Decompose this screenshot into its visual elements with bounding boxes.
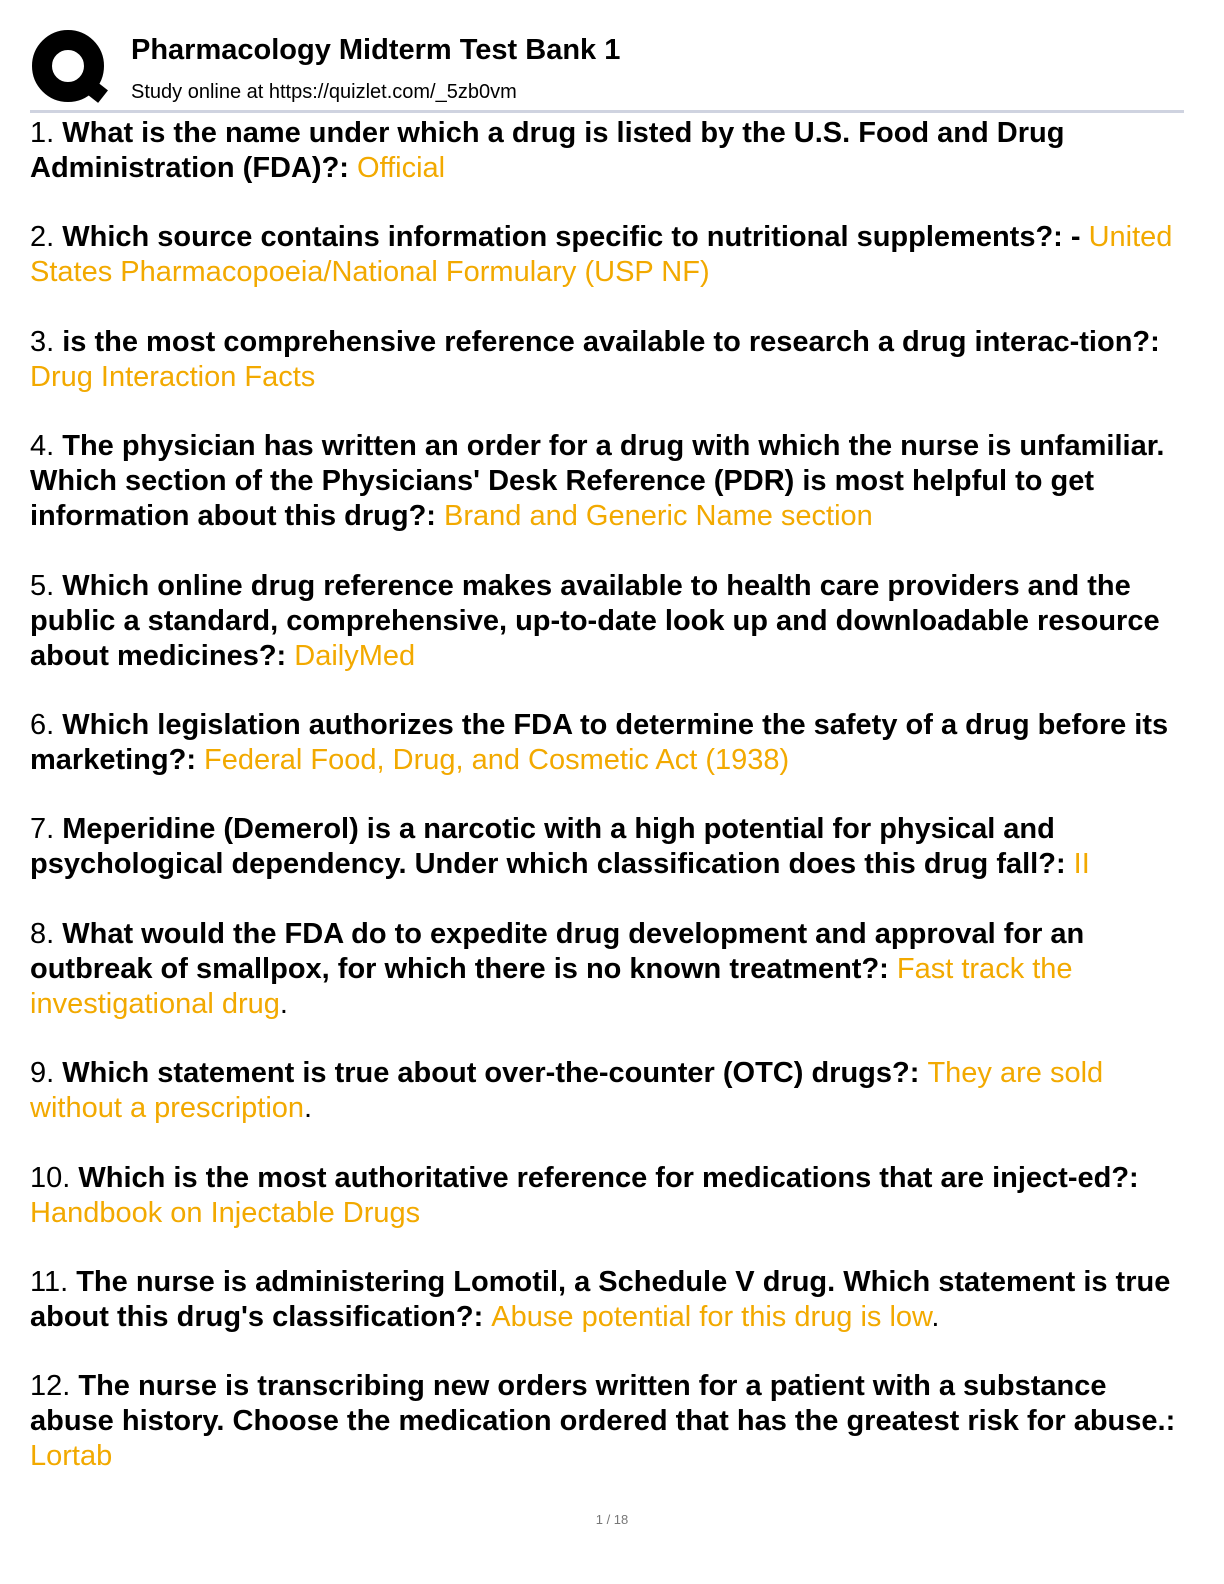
question-item <box>30 569 1190 674</box>
question-text: Which legislation authorizes the FDA to determine the safety of a drug before its marketing?: <box>30 708 1169 776</box>
question-number: 5. <box>30 569 63 602</box>
header-divider <box>30 110 1184 113</box>
answer-text: Drug Interaction Facts <box>30 360 316 393</box>
answer-text: Brand and Generic Name section <box>444 500 873 533</box>
question-number: 8. <box>30 917 63 950</box>
question-text: Which online drug reference makes available to health care providers and the public a standard, comprehensive, up-to-date look up and downloadable resource about medicines?: <box>30 569 1160 672</box>
question-number: 4. <box>30 430 63 463</box>
question-item <box>30 1265 1190 1335</box>
question-text: What would the FDA do to expedite drug development and approval for an outbreak of smallpox, for which there is no known treatment?: <box>30 917 1085 985</box>
question-text: The nurse is transcribing new orders written for a patient with a substance abuse history. Choose the medication ordered that has the greatest risk for abuse.: <box>30 1370 1176 1438</box>
question-number: 11. <box>30 1265 77 1298</box>
question-text: Meperidine (Demerol) is a narcotic with a high potential for physical and psychological dependency. Under which classification does this drug fall?: <box>30 813 1074 881</box>
question-number: 1. <box>30 117 63 149</box>
answer-text: Fast track the investigational drug <box>30 952 1073 1020</box>
page-indicator: 1 / 18 <box>595 1512 629 1527</box>
question-item <box>30 708 1190 778</box>
document-title: Pharmacology Midterm Test Bank 1 <box>131 34 621 66</box>
question-item <box>30 1161 1190 1231</box>
question-item <box>30 325 1190 395</box>
question-text: Which statement is true about over-the-counter (OTC) drugs?: <box>62 1057 928 1090</box>
question-text: is the most comprehensive reference available to research a drug interac-tion?: <box>62 325 1160 358</box>
study-online-link[interactable]: Study online at https://quizlet.com/_5zb0vm <box>131 81 517 103</box>
question-text: The physician has written an order for a drug with which the nurse is unfamiliar. Which section of the Physicians' Desk Reference (PDR) is most helpful to get information about this drug?: <box>30 430 1165 533</box>
question-number: 2. <box>30 221 63 254</box>
question-number: 9. <box>30 1057 63 1090</box>
question-number: 6. <box>30 708 63 741</box>
question-item <box>30 220 1190 290</box>
answer-text: Lortab <box>30 1440 113 1473</box>
answer-text: Federal Food, Drug, and Cosmetic Act (1938) <box>204 743 790 776</box>
question-text: Which source contains information specific to nutritional supplements?: - <box>62 221 1089 254</box>
question-item <box>30 429 1190 534</box>
question-number: 7. <box>30 813 63 846</box>
question-text: What is the name under which a drug is listed by the U.S. Food and Drug Administration (FDA)?: <box>30 117 1065 184</box>
question-item <box>30 1056 1190 1126</box>
answer-text: Official <box>357 152 446 184</box>
answer-text: Abuse potential for this drug is low <box>491 1300 932 1333</box>
question-item <box>30 116 1190 186</box>
answer-trailing: . <box>279 987 288 1020</box>
question-text: The nurse is administering Lomotil, a Schedule V drug. Which statement is true about this drug's classification?: <box>30 1265 1171 1333</box>
answer-text: Handbook on Injectable Drugs <box>30 1196 421 1229</box>
question-number: 12. <box>30 1370 79 1403</box>
question-text: Which is the most authoritative reference for medications that are inject-ed?: <box>78 1161 1139 1194</box>
answer-text: They are sold without a prescription <box>30 1057 1104 1125</box>
answer-trailing: . <box>931 1300 940 1333</box>
question-list <box>30 116 1190 1509</box>
answer-text: United States Pharmacopoeia/National Formulary (USP NF) <box>30 221 1173 289</box>
question-item <box>30 1369 1190 1474</box>
answer-text: II <box>1073 848 1090 881</box>
quizlet-q-logo-icon <box>30 28 110 108</box>
question-item <box>30 917 1190 1022</box>
page-header <box>30 28 1184 108</box>
answer-text: DailyMed <box>294 639 416 672</box>
question-number: 3. <box>30 325 63 358</box>
question-number: 10. <box>30 1161 79 1194</box>
question-item <box>30 812 1190 882</box>
answer-trailing: . <box>304 1092 313 1125</box>
